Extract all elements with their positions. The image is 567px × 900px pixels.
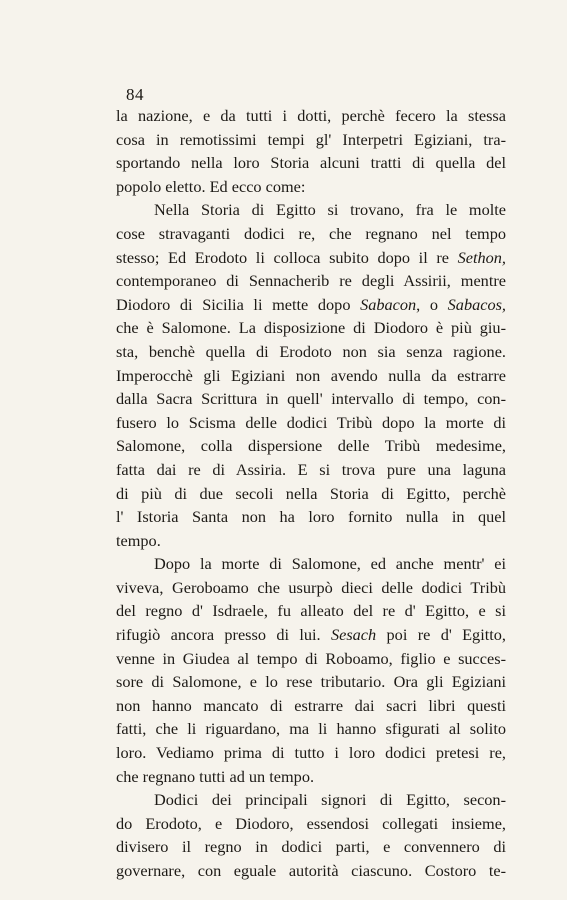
- text-line: [116, 859, 506, 883]
- text-line: [116, 411, 506, 435]
- text-segment: sportando nella loro Storia alcuni tratti di quella del: [116, 153, 506, 173]
- italic-name: Sabacos,: [447, 294, 506, 314]
- text-line: [116, 434, 506, 458]
- text-segment: sta, benchè quella di Erodoto non sia senza ragione.: [116, 341, 506, 361]
- text-line: [116, 741, 506, 765]
- text-line: [116, 623, 506, 647]
- text-line: [116, 104, 506, 128]
- text-line: [116, 835, 506, 859]
- text-segment: che regnano tutti ad un tempo.: [116, 766, 315, 786]
- text-segment: stesso; Ed Erodoto li colloca subito dopo il re: [116, 247, 458, 267]
- text-segment: cose stravaganti dodici re, che regnano nel tempo: [116, 223, 506, 243]
- text-segment: Dodici dei principali signori di Egitto, secon-: [154, 790, 506, 810]
- text-segment: popolo eletto. Ed ecco come:: [116, 176, 306, 196]
- text-line: [116, 246, 506, 270]
- text-segment: Nella Storia di Egitto si trovano, fra le molte: [154, 200, 506, 220]
- text-line: [116, 717, 506, 741]
- italic-name: Sethon,: [457, 247, 506, 267]
- text-segment: la nazione, e da tutti i dotti, perchè fecero la stessa: [116, 106, 506, 125]
- text-segment: viveva, Geroboamo che usurpò dieci delle dodici Tribù: [116, 577, 506, 597]
- text-line: [116, 458, 506, 482]
- text-segment: non hanno mancato di estrarre dai sacri libri questi: [116, 695, 506, 715]
- text-line: [116, 293, 506, 317]
- text-segment: venne in Giudea al tempo di Roboamo, figlio e succes-: [116, 648, 506, 668]
- text-line: [116, 269, 506, 293]
- text-segment: , o: [416, 294, 448, 314]
- text-segment: cosa in remotissimi tempi gl' Interpetri Egiziani, tra-: [116, 129, 506, 149]
- page-number: 84: [126, 85, 144, 104]
- text-line: [116, 387, 506, 411]
- text-line: [116, 647, 506, 671]
- text-segment: tempo.: [116, 530, 161, 550]
- text-line: [116, 694, 506, 718]
- text-line: [116, 529, 506, 553]
- text-segment: del regno d' Isdraele, fu alleato del re d' Egitto, e si: [116, 601, 506, 621]
- body-text: [116, 104, 506, 883]
- text-line: [116, 222, 506, 246]
- text-segment: poi re d' Egitto,: [376, 625, 506, 645]
- text-line: [116, 788, 506, 812]
- text-line: [116, 175, 506, 199]
- text-segment: Diodoro di Sicilia li mette dopo: [116, 294, 361, 314]
- text-segment: do Erodoto, e Diodoro, essendosi collegati insieme,: [116, 813, 506, 833]
- text-line: [116, 670, 506, 694]
- text-line: [116, 316, 506, 340]
- text-line: [116, 340, 506, 364]
- italic-name: Sesach: [330, 625, 377, 645]
- italic-name: Sabacon: [360, 294, 417, 314]
- text-line: [116, 552, 506, 576]
- text-segment: dalla Sacra Scrittura in quell' intervallo di tempo, con-: [116, 389, 506, 409]
- text-segment: contemporaneo di Sennacherib re degli Assirii, mentre: [116, 271, 506, 291]
- text-segment: loro. Vediamo prima di tutto i loro dodici pretesi re,: [116, 743, 506, 763]
- text-segment: che è Salomone. La disposizione di Diodoro è più giu-: [116, 318, 506, 338]
- text-line: [116, 151, 506, 175]
- text-segment: di più di due secoli nella Storia di Egitto, perchè: [116, 483, 506, 503]
- text-line: [116, 765, 506, 789]
- text-segment: l' Istoria Santa non ha loro fornito nulla in quel: [116, 507, 506, 527]
- text-line: [116, 505, 506, 529]
- text-segment: sore di Salomone, e lo rese tributario. Ora gli Egiziani: [116, 672, 506, 692]
- text-segment: divisero il regno in dodici parti, e convennero di: [116, 837, 506, 857]
- text-segment: rifugiò ancora presso di lui.: [116, 625, 331, 645]
- text-segment: Salomone, colla dispersione delle Tribù medesime,: [116, 436, 506, 456]
- text-segment: governare, con eguale autorità ciascuno. Costoro te-: [116, 861, 506, 880]
- text-line: [116, 482, 506, 506]
- text-segment: fusero lo Scisma delle dodici Tribù dopo la morte di: [116, 412, 506, 432]
- text-segment: fatta dai re di Assiria. E si trova pure una laguna: [116, 459, 506, 479]
- text-line: [116, 812, 506, 836]
- text-line: [116, 128, 506, 152]
- text-segment: Dopo la morte di Salomone, ed anche mentr' ei: [154, 554, 506, 574]
- text-line: [116, 576, 506, 600]
- text-segment: fatti, che li riguardano, ma li hanno sfigurati al solito: [116, 719, 506, 739]
- text-line: [116, 364, 506, 388]
- text-line: [116, 198, 506, 222]
- text-line: [116, 599, 506, 623]
- text-segment: Imperocchè gli Egiziani non avendo nulla da estrarre: [116, 365, 506, 385]
